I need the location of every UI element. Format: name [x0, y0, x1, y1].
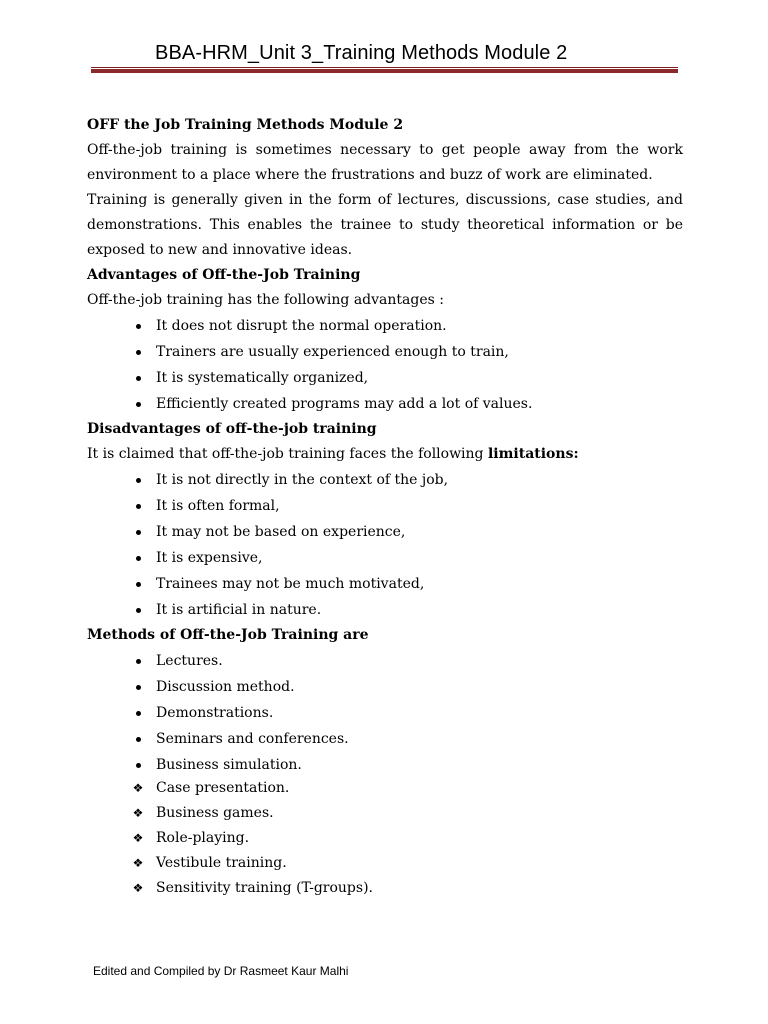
list-item: Efficiently created programs may add a lot of values. [87, 391, 683, 417]
list-item: ❖ Role-playing. [87, 826, 683, 851]
bullet-dot-icon [132, 700, 144, 726]
list-item: It is expensive, [87, 545, 683, 571]
intro-paragraph-1: Off-the-job training is sometimes necessary to get people away from the work environment to a place where the frustrations and buzz of work are eliminated. [87, 142, 683, 183]
bullet-dot-icon [132, 339, 144, 365]
list-item: ❖ Sensitivity training (T-groups). [87, 876, 683, 901]
list-item: Seminars and conferences. [87, 726, 683, 752]
diamond-bullet-icon: ❖ [132, 781, 144, 795]
list-item: Trainees may not be much motivated, [87, 571, 683, 597]
list-item: It is systematically organized, [87, 365, 683, 391]
methods-heading: Methods of Off-the-Job Training are [87, 627, 369, 643]
list-item: Lectures. [87, 648, 683, 674]
list-item: Demonstrations. [87, 700, 683, 726]
bullet-dot-icon [132, 545, 144, 571]
bullet-dot-icon [132, 313, 144, 339]
advantages-lead: Off-the-job training has the following advantages : [87, 292, 444, 308]
bullet-dot-icon [132, 597, 144, 623]
diamond-bullet-icon: ❖ [132, 856, 144, 870]
bullet-dot-icon [132, 571, 144, 597]
advantages-list [87, 313, 683, 417]
bullet-dot-icon [132, 493, 144, 519]
limitations-label: limitations: [487, 446, 579, 462]
diamond-bullet-icon: ❖ [132, 881, 144, 895]
bullet-dot-icon [132, 391, 144, 417]
document-body [87, 113, 683, 901]
disadvantages-heading: Disadvantages of off-the-job training [87, 421, 377, 437]
diamond-bullet-icon: ❖ [132, 806, 144, 820]
list-item: It does not disrupt the normal operation. [87, 313, 683, 339]
list-item: It may not be based on experience, [87, 519, 683, 545]
bullet-dot-icon [132, 519, 144, 545]
methods-list [87, 648, 683, 778]
list-item: It is often formal, [87, 493, 683, 519]
list-item: Discussion method. [87, 674, 683, 700]
list-item: It is artificial in nature. [87, 597, 683, 623]
intro-paragraph-2: Training is generally given in the form of lectures, discussions, case studies, and demonstrations. This enables the trainee to study theoretical information or be exposed to new and innovative ideas. [87, 192, 683, 258]
list-item: Trainers are usually experienced enough to train, [87, 339, 683, 365]
disadvantages-list [87, 467, 683, 623]
disadvantages-lead: It is claimed that off-the-job training faces the following limitations: [87, 446, 579, 462]
bullet-dot-icon [132, 365, 144, 391]
intro-heading: OFF the Job Training Methods Module 2 [87, 117, 404, 133]
bullet-dot-icon [132, 674, 144, 700]
list-item: It is not directly in the context of the job, [87, 467, 683, 493]
header-rule-thick [91, 69, 678, 73]
bullet-dot-icon [132, 648, 144, 674]
bullet-dot-icon [132, 752, 144, 778]
bullet-dot-icon [132, 726, 144, 752]
page-header: BBA-HRM_Unit 3_Training Methods Module 2 [155, 42, 568, 64]
list-item: Business simulation. [87, 752, 683, 778]
bullet-dot-icon [132, 467, 144, 493]
header-rule-thin [91, 67, 678, 68]
diamond-bullet-icon: ❖ [132, 831, 144, 845]
list-item: ❖ Vestibule training. [87, 851, 683, 876]
list-item: ❖ Business games. [87, 801, 683, 826]
methods-diamond-list [87, 776, 683, 901]
advantages-heading: Advantages of Off-the-Job Training [87, 267, 361, 283]
list-item: ❖ Case presentation. [87, 776, 683, 801]
page-footer: Edited and Compiled by Dr Rasmeet Kaur Malhi [93, 964, 349, 978]
